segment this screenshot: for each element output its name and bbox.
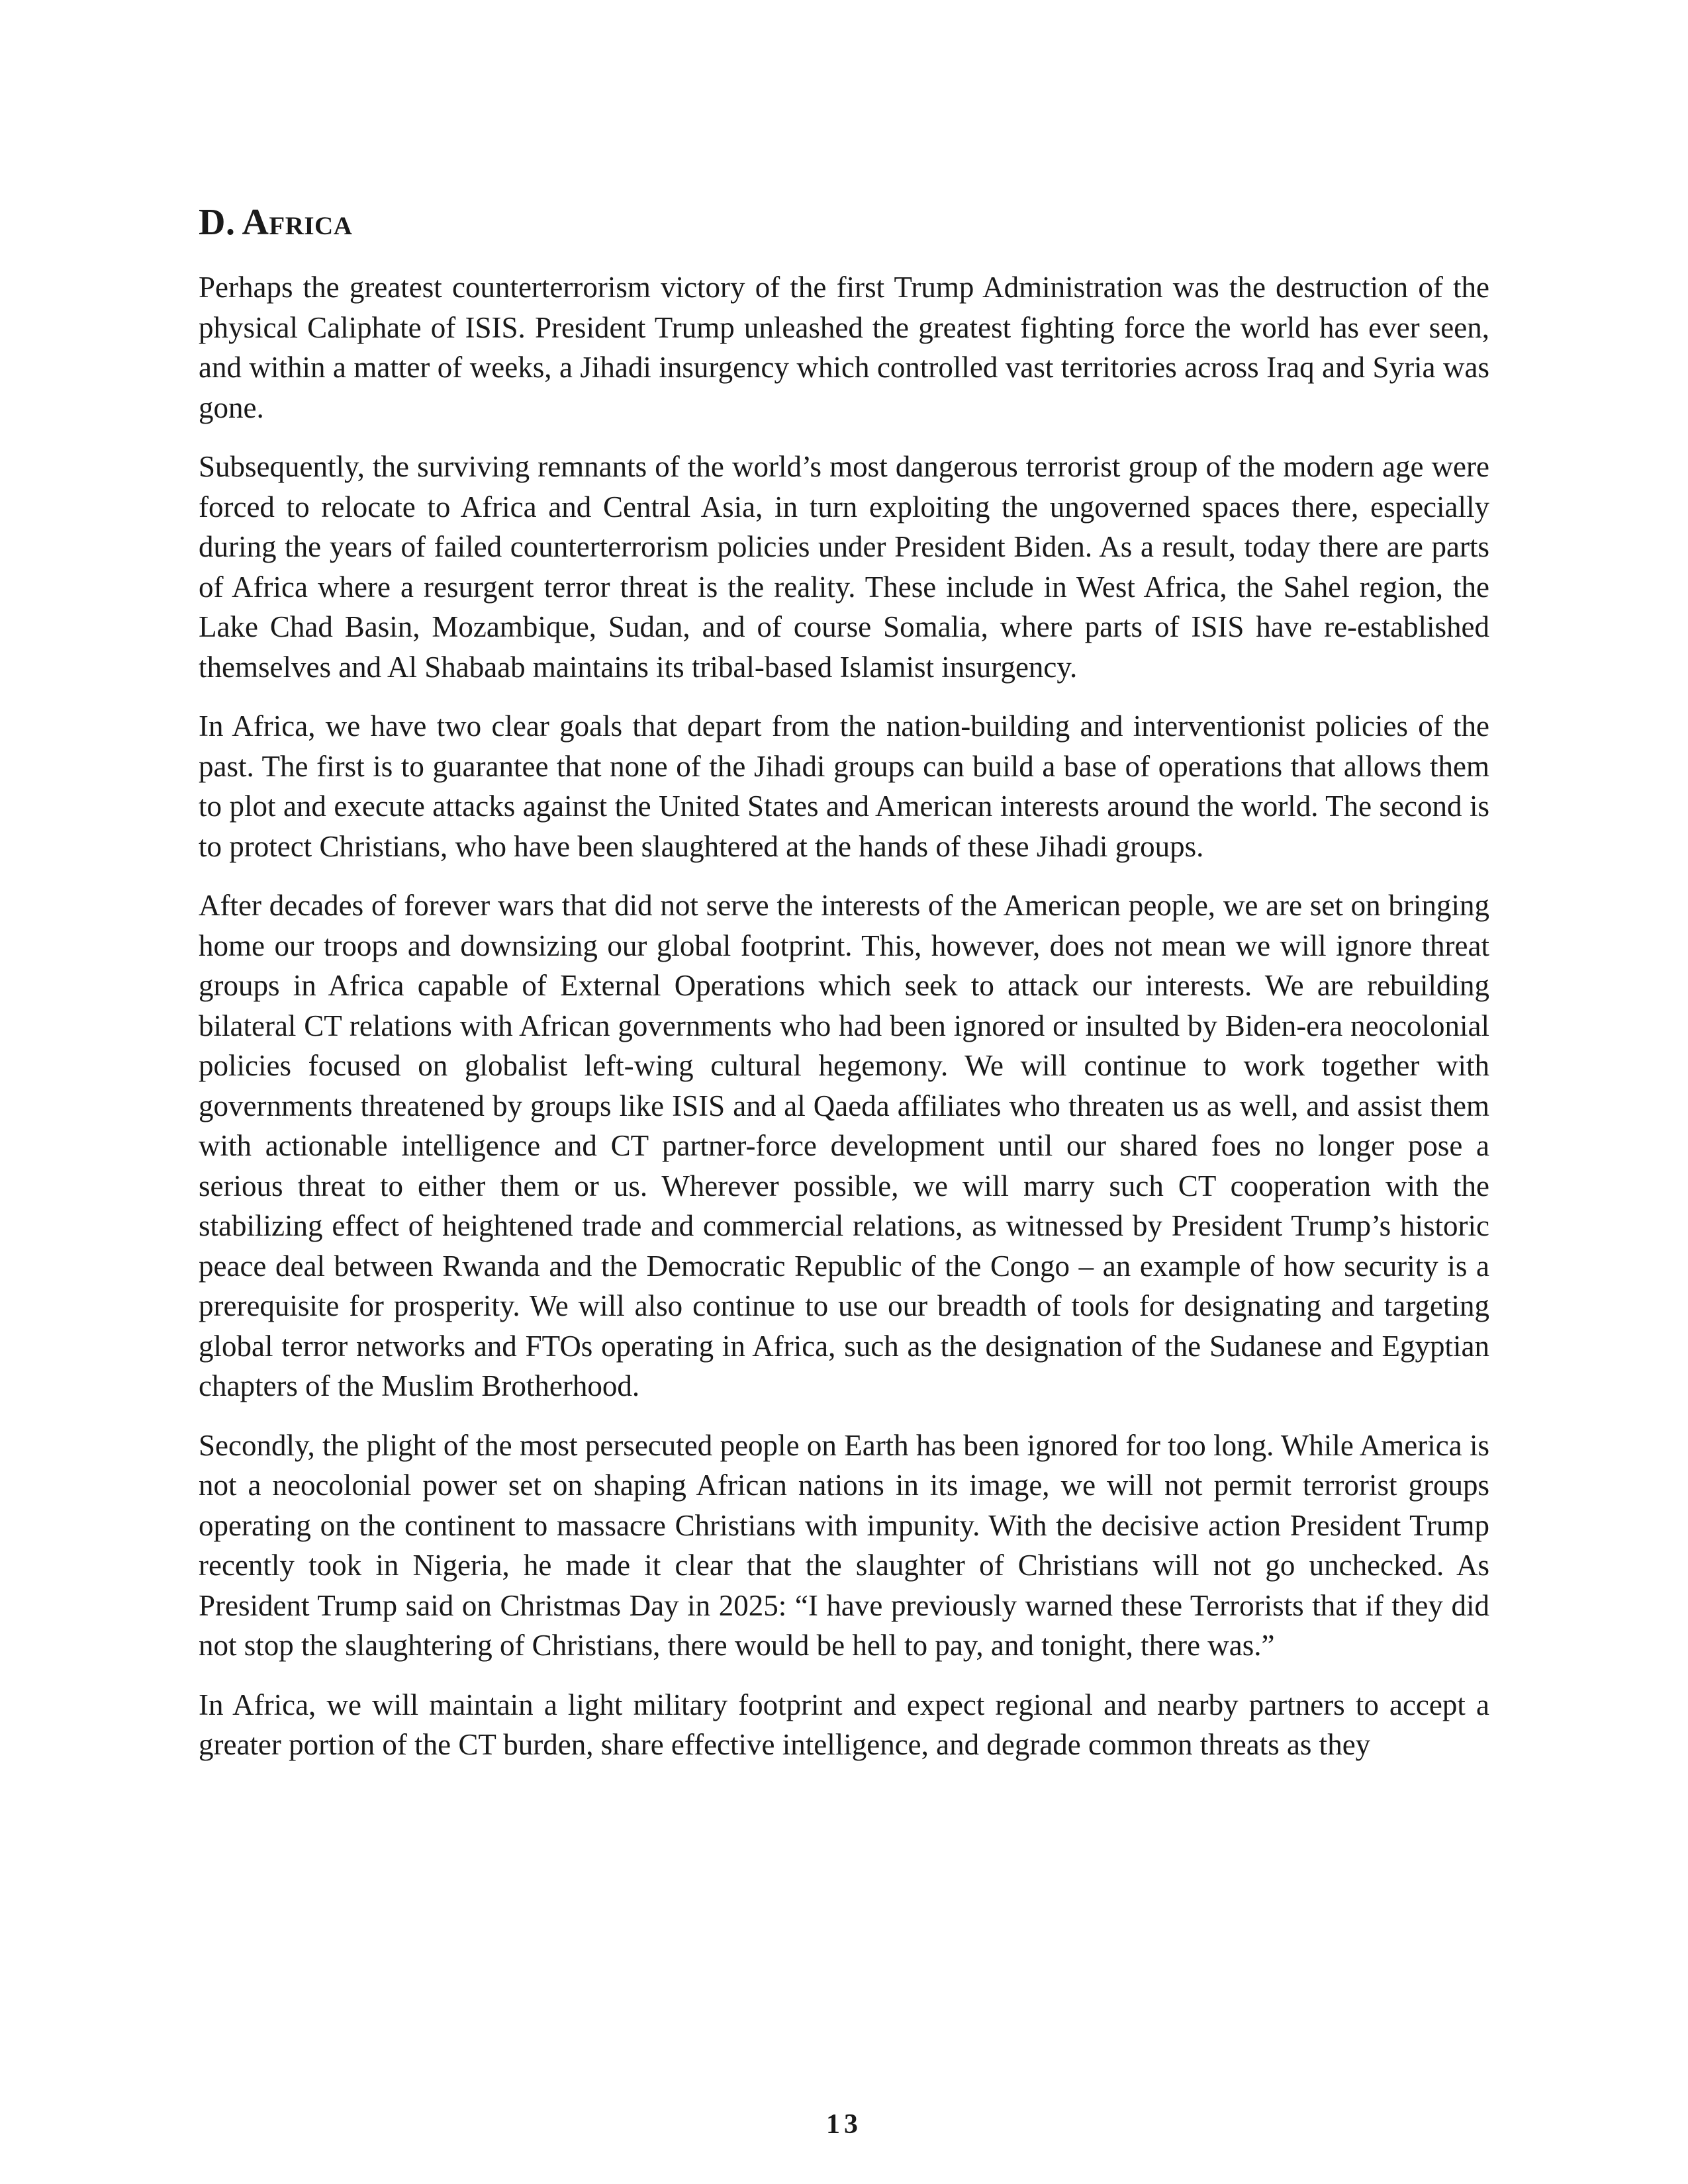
paragraph-3: In Africa, we have two clear goals that depart from the nation-building and interventionist policies of the past. The first is to guarantee that none of the Jihadi groups can build a base of operations that allows them to plot and execute attacks against the United States and American interests around the world. The second is to protect Christians, who have been slaughtered at the hands of these Jihadi groups. [199, 709, 1489, 863]
section-title: Africa [242, 202, 353, 243]
paragraph-6: In Africa, we will maintain a light military footprint and expect regional and nearby partners to accept a greater portion of the CT burden, share effective intelligence, and degrade common threats as they [199, 1688, 1489, 1761]
section-heading [199, 199, 1489, 246]
paragraph-5: Secondly, the plight of the most persecuted people on Earth has been ignored for too long. While America is not a neocolonial power set on shaping African nations in its image, we will not permit terrorist groups operating on the continent to massacre Christians with impunity. With the decisive action President Trump recently took in Nigeria, he made it clear that the slaughter of Christians will not go unchecked. As President Trump said on Christmas Day in 2025: “I have previously warned these Terrorists that if they did not stop the slaughtering of Christians, there would be hell to pay, and tonight, there was.” [199, 1428, 1489, 1662]
paragraph-4: After decades of forever wars that did not serve the interests of the American people, we are set on bringing home our troops and downsizing our global footprint. This, however, does not mean we will ignore threat groups in Africa capable of External Operations which seek to attack our interests. We are rebuilding bilateral CT relations with African governments who had been ignored or insulted by Biden-era neocolonial policies focused on globalist left-wing cultural hegemony. We will continue to work together with governments threatened by groups like ISIS and al Qaeda affiliates who threaten us as well, and assist them with actionable intelligence and CT partner-force development until our shared foes no longer pose a serious threat to either them or us. Wherever possible, we will marry such CT cooperation with the stabilizing effect of heightened trade and commercial relations, as witnessed by President Trump’s historic peace deal between Rwanda and the Democratic Republic of the Congo – an example of how security is a prerequisite for prosperity. We will also continue to use our breadth of tools for designating and targeting global terror networks and FTOs operating in Africa, such as the designation of the Sudanese and Egyptian chapters of the Muslim Brotherhood. [199, 889, 1489, 1402]
page-content [199, 199, 1489, 1784]
paragraph-1: Perhaps the greatest counterterrorism victory of the first Trump Administration was the destruction of the physical Caliphate of ISIS. President Trump unleashed the greatest fighting force the world has ever seen, and within a matter of weeks, a Jihadi insurgency which controlled vast territories across Iraq and Syria was gone. [199, 271, 1489, 424]
paragraph-2: Subsequently, the surviving remnants of the world’s most dangerous terrorist group of the modern age were forced to relocate to Africa and Central Asia, in turn exploiting the ungoverned spaces there, especially during the years of failed counterterrorism policies under President Biden. As a result, today there are parts of Africa where a resurgent terror threat is the reality. These include in West Africa, the Sahel region, the Lake Chad Basin, Mozambique, Sudan, and of course Somalia, where parts of ISIS have re-established themselves and Al Shabaab maintains its tribal-based Islamist insurgency. [199, 450, 1489, 684]
section-letter: D. [199, 202, 236, 243]
page-number: 13 [826, 2109, 862, 2140]
